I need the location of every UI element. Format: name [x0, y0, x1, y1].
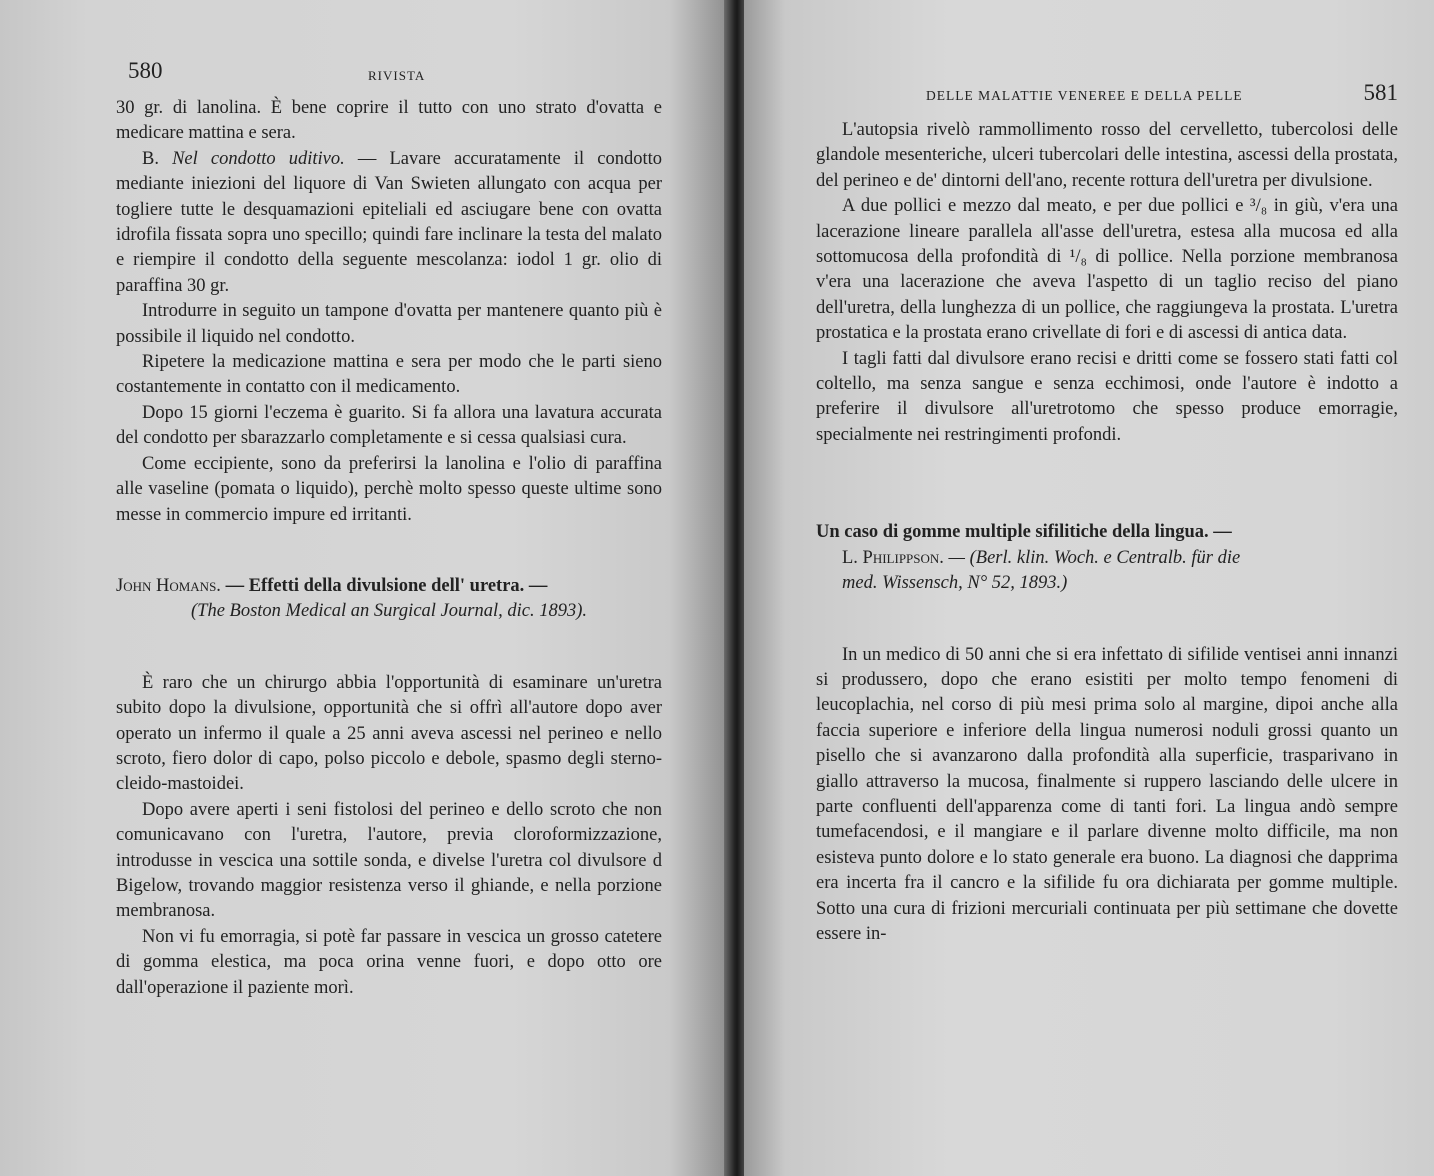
- right-article-heading: [816, 520, 1398, 596]
- left-gap-2: [116, 625, 662, 671]
- right-page-number: 581: [1363, 80, 1398, 105]
- right-paragraph-3: I tagli fatti dal divulsore erano recisi e dritti come se fossero stati fatti col coltello, ma senza sangue e senza ecchimosi, onde l'autore è indotto a preferire il divulsore all'uretrotomo che spesso produce emorragie, specialmente nei restringimenti profondi.: [816, 348, 1398, 445]
- right-article-source-b: med. Wissensch, N° 52, 1893.): [842, 573, 1068, 594]
- right-running-title: DELLE MALATTIE VENEREE E DELLA PELLE: [926, 88, 1243, 103]
- left-paragraph-9: Non vi fu emorragia, si potè far passare in vescica un grosso catetere di gomma elestica, ma poca orina venne fuori, e dopo otto ore dall'operazione il paziente morì.: [116, 926, 662, 998]
- left-running-title: RIVISTA: [368, 68, 426, 83]
- left-paragraph-5: Dopo 15 giorni l'eczema è guarito. Si fa allora una lavatura accurata del condotto per sbarazzarlo completamente e si cessa qualsiasi cura.: [116, 402, 662, 449]
- left-article-title: — Effetti della divulsione dell' uretra. —: [225, 575, 548, 596]
- left-paragraph-2: [116, 147, 662, 299]
- left-article-heading: [116, 574, 662, 625]
- left-paragraph-3: Introdurre in seguito un tampone d'ovatta per mantenere quanto più è possibile il liquido nel condotto.: [116, 301, 662, 347]
- right-running-head: [816, 80, 1398, 118]
- left-gap-1: [116, 528, 662, 574]
- right-paragraph-1: L'autopsia rivelò rammollimento rosso del cervelletto, tubercolosi delle glandole mesenteriche, ulceri tubercolari delle intestina, ascessi della prostata, del perineo e de' dintorni dell'ano, recente rottura dell'uretra per divulsione.: [816, 120, 1398, 191]
- left-paragraph-8: Dopo avere aperti i seni fistolosi del perineo e dello scroto che non comunicavano con l'uretra, l'autore, previa cloroformizzazione, introdusse in vescica una sottile sonda, e divelse l'uretra col divulsore d Bigelow, trovando maggior resistenza verso il ghiande, e nella porzione membranosa.: [116, 799, 662, 922]
- left-page-body: [116, 58, 662, 1001]
- right-page: [744, 0, 1434, 1176]
- left-article-author: John Homans.: [116, 575, 221, 596]
- left-paragraph-2-label: B.: [142, 148, 159, 169]
- left-paragraph-1: 30 gr. di lanolina. È bene coprire il tutto con uno strato d'ovatta e medicare mattina e sera.: [116, 98, 662, 144]
- left-paragraph-2-text: — Lavare accuratamente il condotto mediante iniezioni del liquore di Van Swieten allungato con acqua per togliere tutte le desquamazioni epiteliali ed asciugare bene con ovatta idrofila fissata sopra uno specillo; quindi fare inclinare la testa del malato e riempire il condotto della seguente mescolanza: iodol 1 gr. olio di paraffina 30 gr.: [116, 148, 663, 296]
- right-article-byline: [816, 546, 1398, 571]
- right-paragraph-2: A due pollici e mezzo dal meato, e per due pollici e ³/₈ in giù, v'era una lacerazione lineare parallela all'asse dell'uretra, estesa alla mucosa ed alla sottomucosa della profondità di ¹/₈ di pollice. Nella porzione membranosa v'era una lacerazione che aveva l'aspetto di un taglio reciso del piano dell'uretra, della lunghezza di un pollice, che raggiungeva la prostata. L'uretra prostatica e la prostata erano crivellate di fori e di ascessi di antica data.: [816, 196, 1398, 344]
- left-page-number: 580: [128, 58, 163, 83]
- left-paragraph-4: Ripetere la medicazione mattina e sera per modo che le parti sieno costantemente in contatto con il medicamento.: [116, 352, 662, 398]
- right-gap-2: [816, 597, 1398, 643]
- right-gap-1: [816, 448, 1398, 520]
- left-paragraph-6: Come eccipiente, sono da preferirsi la lanolina e l'olio di paraffina alle vaseline (pomata o liquido), perchè molto spesso queste ultime sono messe in commercio impure ed irritanti.: [116, 453, 662, 525]
- right-page-body: [816, 80, 1398, 947]
- left-paragraph-7: È raro che un chirurgo abbia l'opportunità di esaminare un'uretra subito dopo la divulsione, opportunità che si offrì all'autore dopo aver operato un infermo il quale a 25 anni aveva ascessi nel perineo e nello scroto, fiero dolor di capo, polso piccolo e debole, spasmo degli sterno-cleido-mastoidei.: [116, 672, 662, 795]
- right-article-source-a: — (Berl. klin. Woch. e Centralb. für die: [948, 547, 1241, 568]
- right-article-title: Un caso di gomme multiple sifilitiche della lingua. —: [816, 522, 1232, 543]
- left-article-source: (The Boston Medical an Surgical Journal, dic. 1893).: [191, 601, 587, 622]
- right-paragraph-4: In un medico di 50 anni che si era infettato di sifilide ventisei anni innanzi si produssero, dopo che erano esistiti per molto tempo fenomeni di leucoplachia, nel corso di più mesi prima solo al margine, dipoi anche alla faccia superiore e inferiore della lingua numerosi noduli grossi quanto un pisello che si avanzarono dalla profondità alla superficie, trasparivano in giallo attraverso la mucosa, finalmente si ruppero lasciando delle ulcere in parte confluenti dell'apparenza come di tanti fori. La lingua andò sempre tumefacendosi, e il mangiare e il parlare divenne molto difficile, ma non esisteva punto dolore e lo stato generale era buono. La diagnosi che dapprima era incerta fra il cancro e la sifilide fu ora dichiarata per gomme multiple. Sotto una cura di frizioni mercuriali continuata per più settimane che dovette essere in-: [816, 644, 1398, 944]
- left-paragraph-2-italic: Nel condotto uditivo.: [172, 148, 345, 169]
- right-article-author: L. Philippson.: [842, 547, 944, 568]
- left-running-head: [116, 58, 662, 96]
